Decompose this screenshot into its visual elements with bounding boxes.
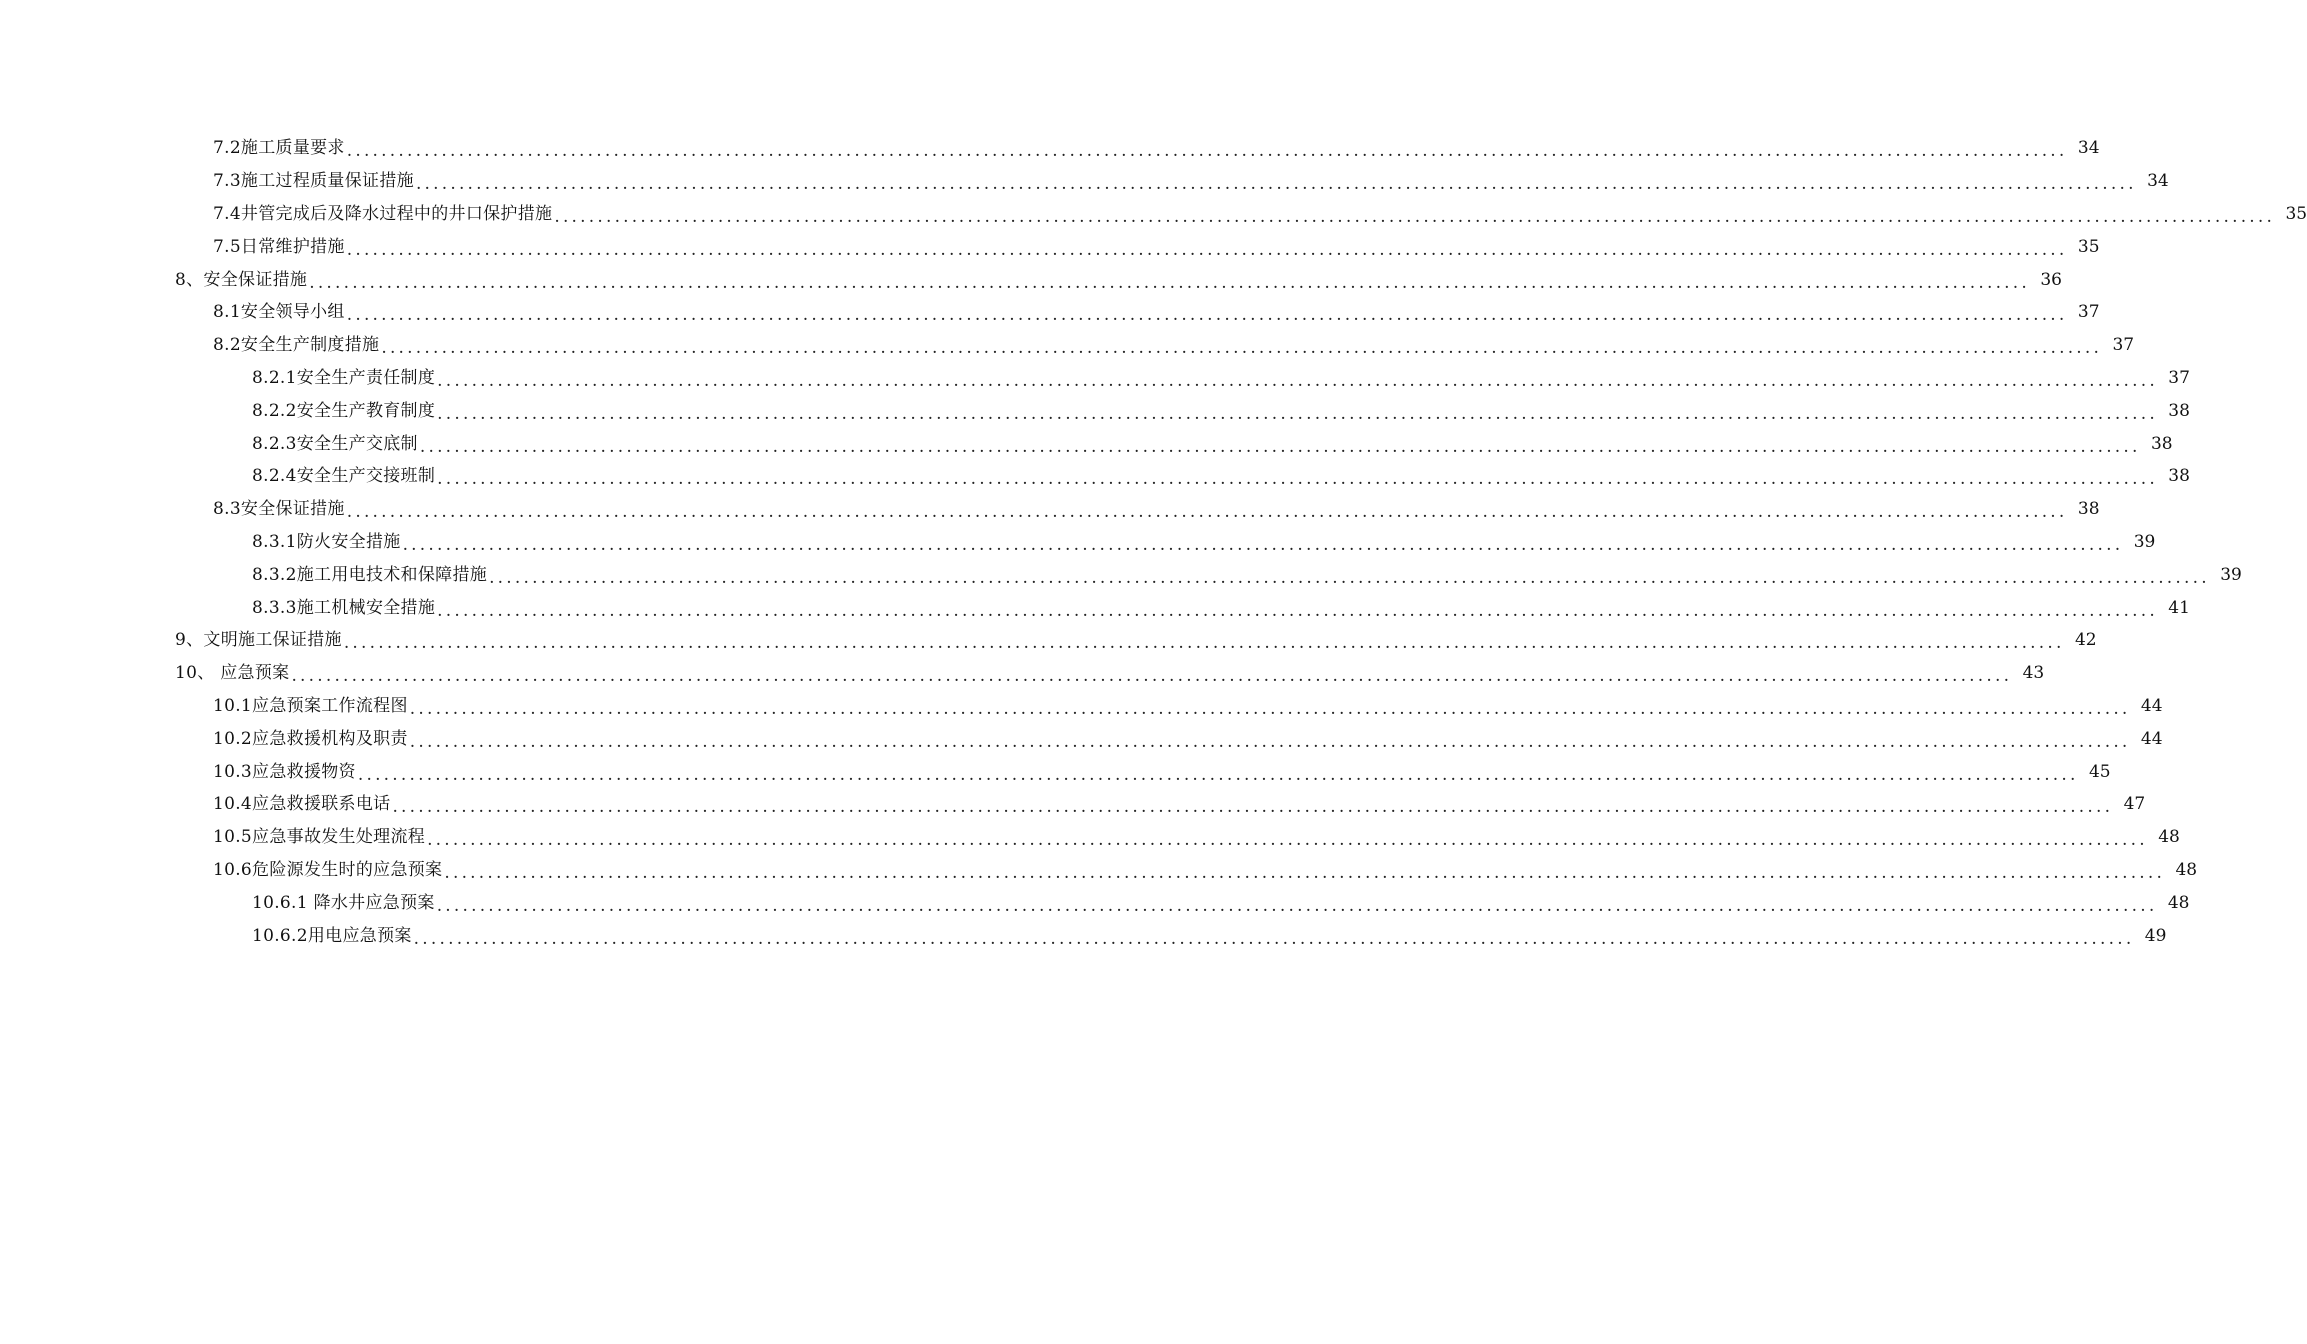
toc-dot-leader: ........................................................................................................................................................................................................: [489, 567, 2210, 588]
toc-entry[interactable]: [0, 198, 2307, 231]
toc-entry-title: 7.3施工过程质量保证措施: [213, 171, 414, 192]
toc-dot-leader: ........................................................................................................................................................................................................: [419, 436, 2141, 457]
toc-dot-leader: ........................................................................................................................................................................................................: [427, 830, 2148, 851]
toc-entry[interactable]: [0, 886, 2190, 919]
toc-entry[interactable]: [0, 394, 2190, 427]
toc-dot-leader: ........................................................................................................................................................................................................: [554, 206, 2276, 227]
toc-entry-title: 8.3.2施工用电技术和保障措施: [252, 564, 488, 585]
toc-page-number: 48: [2175, 859, 2198, 880]
toc-entry[interactable]: [0, 329, 2135, 362]
toc-dot-leader: ........................................................................................................................................................................................................: [437, 469, 2158, 490]
toc-entry-title: 10.3应急救援物资: [213, 761, 356, 782]
toc-entry[interactable]: [0, 526, 2156, 559]
toc-entry[interactable]: [0, 591, 2190, 624]
toc-dot-leader: ........................................................................................................................................................................................................: [409, 698, 2131, 719]
toc-entry-title: 10.6危险源发生时的应急预案: [213, 859, 443, 880]
toc-dot-leader: ........................................................................................................................................................................................................: [437, 370, 2158, 391]
toc-entry-title: 8.1安全领导小组: [213, 302, 345, 323]
toc-entry[interactable]: [0, 558, 2242, 591]
toc-entry[interactable]: [0, 493, 2100, 526]
toc-page-number: 38: [2168, 466, 2190, 487]
toc-entry-title: 8.3.3施工机械安全措施: [252, 597, 436, 618]
toc-dot-leader: ........................................................................................................................................................................................................: [309, 272, 2030, 293]
toc-page-number: 38: [2077, 499, 2100, 520]
toc-entry[interactable]: [0, 230, 2100, 263]
toc-dot-leader: ........................................................................................................................................................................................................: [437, 600, 2158, 621]
toc-entry[interactable]: [0, 263, 2062, 296]
toc-page-number: 49: [2144, 925, 2167, 946]
toc-dot-leader: ........................................................................................................................................................................................................: [392, 797, 2114, 818]
table-of-contents: [0, 132, 2307, 952]
toc-dot-leader: ........................................................................................................................................................................................................: [381, 338, 2103, 359]
toc-dot-leader: ........................................................................................................................................................................................................: [346, 305, 2068, 326]
toc-entry-title: 7.4井管完成后及降水过程中的井口保护措施: [213, 203, 553, 224]
toc-entry-title: 10.5应急事故发生处理流程: [213, 827, 426, 848]
toc-entry-title: 10.6.1 降水井应急预案: [252, 892, 435, 913]
toc-page-number: 34: [2077, 138, 2100, 159]
toc-page-number: 39: [2133, 531, 2156, 552]
toc-dot-leader: ........................................................................................................................................................................................................: [415, 174, 2137, 195]
toc-entry[interactable]: [0, 821, 2180, 854]
toc-page-number: 36: [2040, 269, 2062, 290]
toc-page-number: 35: [2077, 236, 2100, 257]
toc-entry[interactable]: [0, 460, 2190, 493]
toc-entry-title: 8.2.2安全生产教育制度: [252, 400, 436, 421]
toc-dot-leader: ........................................................................................................................................................................................................: [346, 141, 2068, 162]
toc-page-number: 48: [2158, 827, 2180, 848]
toc-dot-leader: ........................................................................................................................................................................................................: [437, 403, 2158, 424]
toc-entry[interactable]: [0, 755, 2111, 788]
toc-dot-leader: ........................................................................................................................................................................................................: [413, 928, 2135, 949]
toc-entry-title: 8.2安全生产制度措施: [213, 335, 380, 356]
toc-entry[interactable]: [0, 624, 2097, 657]
toc-entry[interactable]: [0, 132, 2100, 165]
toc-entry-title: 8、安全保证措施: [175, 269, 308, 290]
toc-page-number: 37: [2077, 302, 2100, 323]
toc-page-number: 41: [2168, 597, 2190, 618]
toc-page-number: 39: [2220, 564, 2242, 585]
toc-entry[interactable]: [0, 165, 2169, 198]
toc-entry[interactable]: [0, 362, 2190, 395]
toc-entry[interactable]: [0, 427, 2173, 460]
toc-page-number: 43: [2022, 663, 2045, 684]
toc-page-number: 35: [2285, 203, 2307, 224]
toc-entry-title: 7.5日常维护措施: [213, 236, 345, 257]
toc-page-number: 34: [2147, 171, 2169, 192]
toc-dot-leader: ........................................................................................................................................................................................................: [343, 633, 2065, 654]
toc-page-number: 47: [2123, 794, 2146, 815]
toc-entry[interactable]: [0, 690, 2163, 723]
toc-page-number: 48: [2167, 892, 2190, 913]
toc-entry-title: 10.2应急救援机构及职责: [213, 728, 408, 749]
toc-page-number: 38: [2150, 433, 2173, 454]
toc-entry-title: 7.2施工质量要求: [213, 138, 345, 159]
toc-dot-leader: ........................................................................................................................................................................................................: [444, 862, 2166, 883]
toc-entry-title: 10.1应急预案工作流程图: [213, 695, 408, 716]
toc-page-number: 38: [2168, 400, 2190, 421]
toc-entry-title: 8.2.3安全生产交底制: [252, 433, 418, 454]
toc-dot-leader: ........................................................................................................................................................................................................: [357, 764, 2079, 785]
toc-page-number: 45: [2088, 761, 2111, 782]
toc-entry-title: 10.4应急救援联系电话: [213, 794, 391, 815]
toc-entry[interactable]: [0, 296, 2100, 329]
toc-entry[interactable]: [0, 722, 2163, 755]
toc-page-number: 42: [2074, 630, 2097, 651]
toc-entry[interactable]: [0, 788, 2146, 821]
toc-dot-leader: ........................................................................................................................................................................................................: [402, 534, 2124, 555]
toc-entry-title: 10、 应急预案: [175, 663, 290, 684]
toc-dot-leader: ........................................................................................................................................................................................................: [409, 731, 2131, 752]
toc-entry-title: 8.3.1防火安全措施: [252, 531, 401, 552]
toc-page-number: 44: [2140, 728, 2163, 749]
toc-entry-title: 8.2.1安全生产责任制度: [252, 367, 436, 388]
toc-dot-leader: ........................................................................................................................................................................................................: [346, 239, 2068, 260]
toc-entry-title: 8.3安全保证措施: [213, 499, 345, 520]
toc-entry[interactable]: [0, 919, 2167, 952]
toc-dot-leader: ........................................................................................................................................................................................................: [291, 666, 2013, 687]
toc-entry-title: 10.6.2用电应急预案: [252, 925, 412, 946]
toc-dot-leader: ........................................................................................................................................................................................................: [346, 502, 2068, 523]
toc-page-number: 37: [2112, 335, 2135, 356]
toc-entry-title: 9、文明施工保证措施: [175, 630, 342, 651]
toc-entry-title: 8.2.4安全生产交接班制: [252, 466, 436, 487]
toc-page-number: 37: [2168, 367, 2190, 388]
toc-dot-leader: ........................................................................................................................................................................................................: [436, 895, 2158, 916]
toc-entry[interactable]: [0, 657, 2045, 690]
toc-entry[interactable]: [0, 854, 2198, 887]
toc-page-number: 44: [2140, 695, 2163, 716]
